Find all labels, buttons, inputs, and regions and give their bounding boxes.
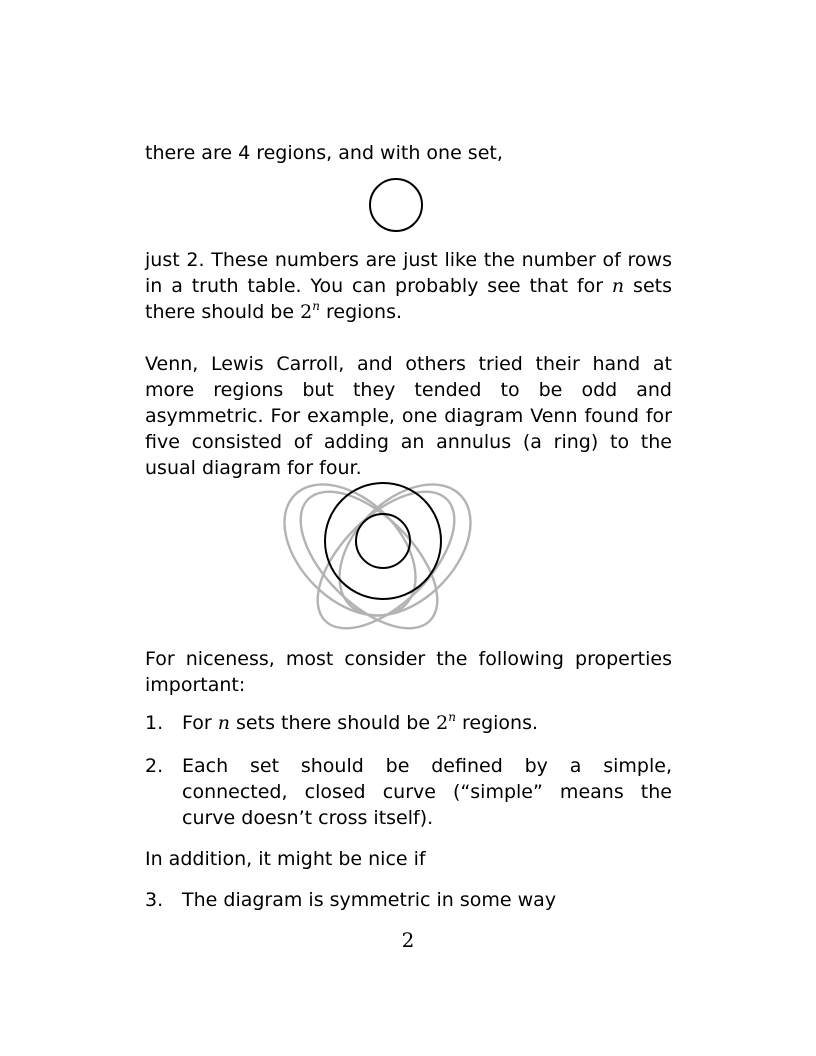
list-item-2-number: 2. [145, 755, 164, 777]
power-base: 2 [300, 301, 313, 323]
list-item-1-text [182, 710, 672, 736]
truth-table-line-3b: regions. [325, 301, 403, 323]
list-item-1-number: 1. [145, 712, 164, 734]
single-set-circle [370, 179, 422, 231]
paragraph-regions-one-set: there are 4 regions, and with one set, [145, 142, 503, 164]
truth-table-line-2b: sets there [145, 275, 672, 323]
list-item-1-text-a: For [182, 712, 212, 734]
truth-table-line-1: just 2. These numbers are just like the number of rows in [145, 249, 672, 297]
venn-five-set-diagram [270, 470, 495, 635]
list-item-1-text-b: sets there should be [236, 712, 431, 734]
venn-ellipse-4 [294, 470, 478, 635]
paragraph-niceness: For niceness, most consider the following properties important: [145, 648, 672, 696]
page-number: 2 [401, 928, 415, 952]
single-set-circle-figure [366, 176, 428, 236]
list-item-1-text-c: regions. [461, 712, 539, 734]
truth-table-line-3a: should be [201, 301, 295, 323]
power-exponent: n [312, 299, 320, 313]
list-item-1 [145, 710, 672, 736]
venn-ellipse-3 [277, 470, 461, 635]
paragraph-venn-carroll: Venn, Lewis Carroll, and others tried their hand at more regions but they tended to be odd and asymmetric. For example, one diagram Venn found for five consisted of adding an annulus (a ring) to the usual diagram for four. [145, 353, 672, 479]
list-item-3-text: The diagram is symmetric in some way [182, 889, 557, 911]
list-item-1-var-n: n [217, 712, 230, 734]
paragraph-truth-table [145, 247, 672, 325]
truth-table-line-2a: a truth table. You can probably see that for [171, 275, 604, 297]
list-item-2-text: Each set should be defined by a simple, connected, closed curve (“simple” means the curve doesn’t cross itself). [182, 755, 672, 829]
list-item-1-power-base: 2 [436, 712, 449, 734]
list-item-3-number: 3. [145, 889, 164, 911]
list-item-1-power-exponent: n [448, 710, 456, 724]
paragraph-in-addition: In addition, it might be nice if [145, 848, 426, 870]
list-item-2 [145, 753, 672, 831]
list-item-3 [145, 887, 672, 913]
var-n: n [611, 275, 625, 297]
annulus-inner-circle [356, 514, 410, 568]
